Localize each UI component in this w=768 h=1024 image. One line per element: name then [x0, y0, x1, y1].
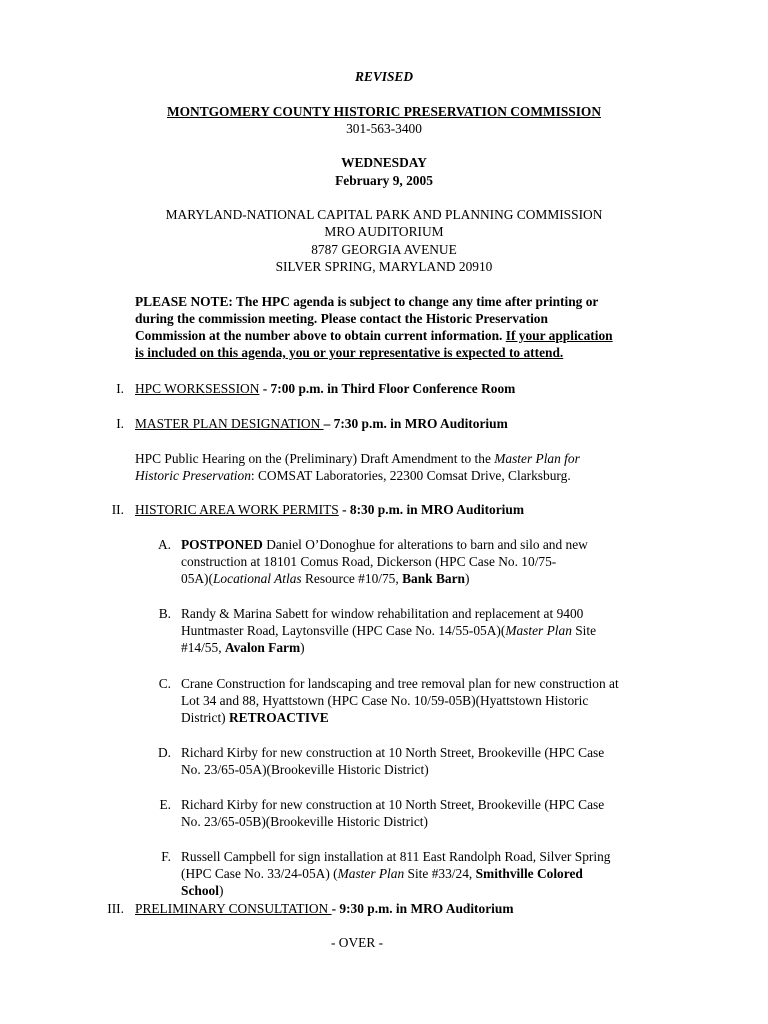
note-line-2: during the commission meeting. Please contact the Historic Preservation	[135, 311, 548, 326]
meeting-day: WEDNESDAY	[341, 155, 427, 170]
note-block	[135, 293, 695, 361]
permit-c-letter: C.	[158, 676, 171, 691]
permit-c-line-3a: District)	[181, 710, 229, 725]
section-4-heading	[135, 900, 735, 917]
permit-a-resource-name: Bank Barn	[402, 571, 465, 586]
permit-a-letter: A.	[157, 537, 171, 552]
section-1-time: - 7:00 p.m. in Third Floor Conference Room	[259, 381, 516, 396]
permit-d-line-1: Richard Kirby for new construction at 10 North Street, Brookeville (HPC Case	[181, 745, 605, 760]
note-line-1: PLEASE NOTE: The HPC agenda is subject to change any time after printing or	[135, 294, 599, 309]
permit-d-line-2: No. 23/65-05A)(Brookeville Historic District)	[181, 762, 429, 777]
permit-f-line-3b: )	[218, 883, 224, 898]
section-2-body-line-2	[135, 467, 715, 484]
permit-a-line-3c: Resource #10/75,	[301, 571, 403, 586]
revised-label: REVISED	[354, 69, 414, 84]
permit-e	[181, 796, 681, 830]
section-2-body-2b: : COMSAT Laboratories, 22300 Comsat Drive, Clarksburg.	[250, 468, 571, 483]
permit-b-line-2b: Master Plan	[505, 623, 572, 638]
note-line-3b: If your application	[505, 328, 613, 343]
permit-c-status: RETROACTIVE	[228, 710, 329, 725]
permit-a-line-2: construction at 18101 Comus Road, Dickerson (HPC Case No. 10/75-	[181, 554, 557, 569]
commission-title	[0, 103, 768, 120]
over-label: - OVER -	[331, 935, 384, 950]
permit-e-line-2: No. 23/65-05B)(Brookeville Historic District)	[181, 814, 428, 829]
note-line-3	[135, 327, 695, 344]
permit-d	[181, 744, 681, 778]
permit-b-resource-name: Avalon Farm	[224, 640, 301, 655]
commission-name: MONTGOMERY COUNTY HISTORIC PRESERVATION COMMISSION	[166, 104, 602, 119]
section-2-body-1a: HPC Public Hearing on the (Preliminary) Draft Amendment to the	[135, 451, 495, 466]
permit-b-line-1: Randy & Marina Sabett for window rehabilitation and replacement at 9400	[181, 606, 584, 621]
permit-e-line-1: Richard Kirby for new construction at 10 North Street, Brookeville (HPC Case	[181, 797, 605, 812]
permit-b	[181, 605, 681, 656]
permit-d-letter: D.	[157, 745, 171, 760]
note-line-4: is included on this agenda, you or your representative is expected to attend.	[135, 345, 564, 360]
permit-c-line-2: Lot 34 and 88, Hyattstown (HPC Case No. 10/59-05B)(Hyattstown Historic	[181, 693, 589, 708]
section-2-body-2a: Historic Preservation	[135, 468, 251, 483]
venue-line-2: MRO AUDITORIUM	[324, 224, 444, 239]
permit-f-letter: F.	[161, 849, 171, 864]
permit-e-letter: E.	[159, 797, 171, 812]
permit-a-line-3e: )	[464, 571, 470, 586]
section-1-number: I.	[116, 381, 124, 396]
permit-b-line-2a: Huntmaster Road, Laytonsville (HPC Case No. 14/55-05A)(	[181, 623, 506, 638]
permit-f-resource-name-cont: School	[181, 883, 219, 898]
permit-c	[181, 675, 681, 726]
venue-line-4: SILVER SPRING, MARYLAND 20910	[275, 259, 493, 274]
section-2-body-line-1	[135, 450, 715, 467]
venue-line-1: MARYLAND-NATIONAL CAPITAL PARK AND PLANNING COMMISSION	[165, 207, 603, 222]
meeting-date: February 9, 2005	[335, 173, 433, 188]
section-2-body	[135, 450, 715, 484]
permit-a-line-3b: Locational Atlas	[212, 571, 302, 586]
section-2-body-1b: Master Plan for	[494, 451, 580, 466]
section-1-title: HPC WORKSESSION	[135, 381, 260, 396]
permit-f-resource-name: Smithville Colored	[475, 866, 583, 881]
permit-f	[181, 848, 681, 899]
permit-a	[181, 536, 681, 587]
permit-c-line-1: Crane Construction for landscaping and tree removal plan for new construction at	[181, 676, 619, 691]
permit-f-line-2c: Site #33/24,	[404, 866, 476, 881]
permit-b-letter: B.	[158, 606, 171, 621]
venue-line-3: 8787 GEORGIA AVENUE	[311, 242, 457, 257]
permit-f-line-2a: (HPC Case No. 33/24-05A) (	[181, 866, 338, 881]
section-3-number: II.	[111, 502, 124, 517]
section-4-number: III.	[107, 901, 124, 916]
permit-a-status: POSTPONED	[181, 537, 263, 552]
section-2-time: – 7:30 p.m. in MRO Auditorium	[323, 416, 508, 431]
section-4-title: PRELIMINARY CONSULTATION	[135, 901, 332, 916]
section-3-title: HISTORIC AREA WORK PERMITS	[135, 502, 339, 517]
section-4-time: - 9:30 p.m. in MRO Auditorium	[331, 901, 514, 916]
permit-a-line-3a: 05A)(	[181, 571, 213, 586]
section-3-time: - 8:30 p.m. in MRO Auditorium	[338, 502, 524, 517]
section-2-title: MASTER PLAN DESIGNATION	[135, 416, 324, 431]
section-2-number: I.	[116, 416, 124, 431]
section-2-heading	[135, 415, 735, 432]
permit-a-line-1: Daniel O’Donoghue for alterations to barn and silo and new	[262, 537, 588, 552]
section-1-heading	[135, 380, 735, 397]
note-line-3a: Commission at the number above to obtain current information.	[135, 328, 506, 343]
permit-b-line-3a: #14/55,	[181, 640, 225, 655]
permit-b-line-3c: )	[300, 640, 305, 655]
permit-b-line-2c: Site	[571, 623, 597, 638]
permit-f-line-2b: Master Plan	[337, 866, 405, 881]
section-3-heading	[135, 501, 735, 518]
commission-phone: 301-563-3400	[346, 121, 422, 136]
permit-f-line-1: Russell Campbell for sign installation at 811 East Randolph Road, Silver Spring	[181, 849, 611, 864]
